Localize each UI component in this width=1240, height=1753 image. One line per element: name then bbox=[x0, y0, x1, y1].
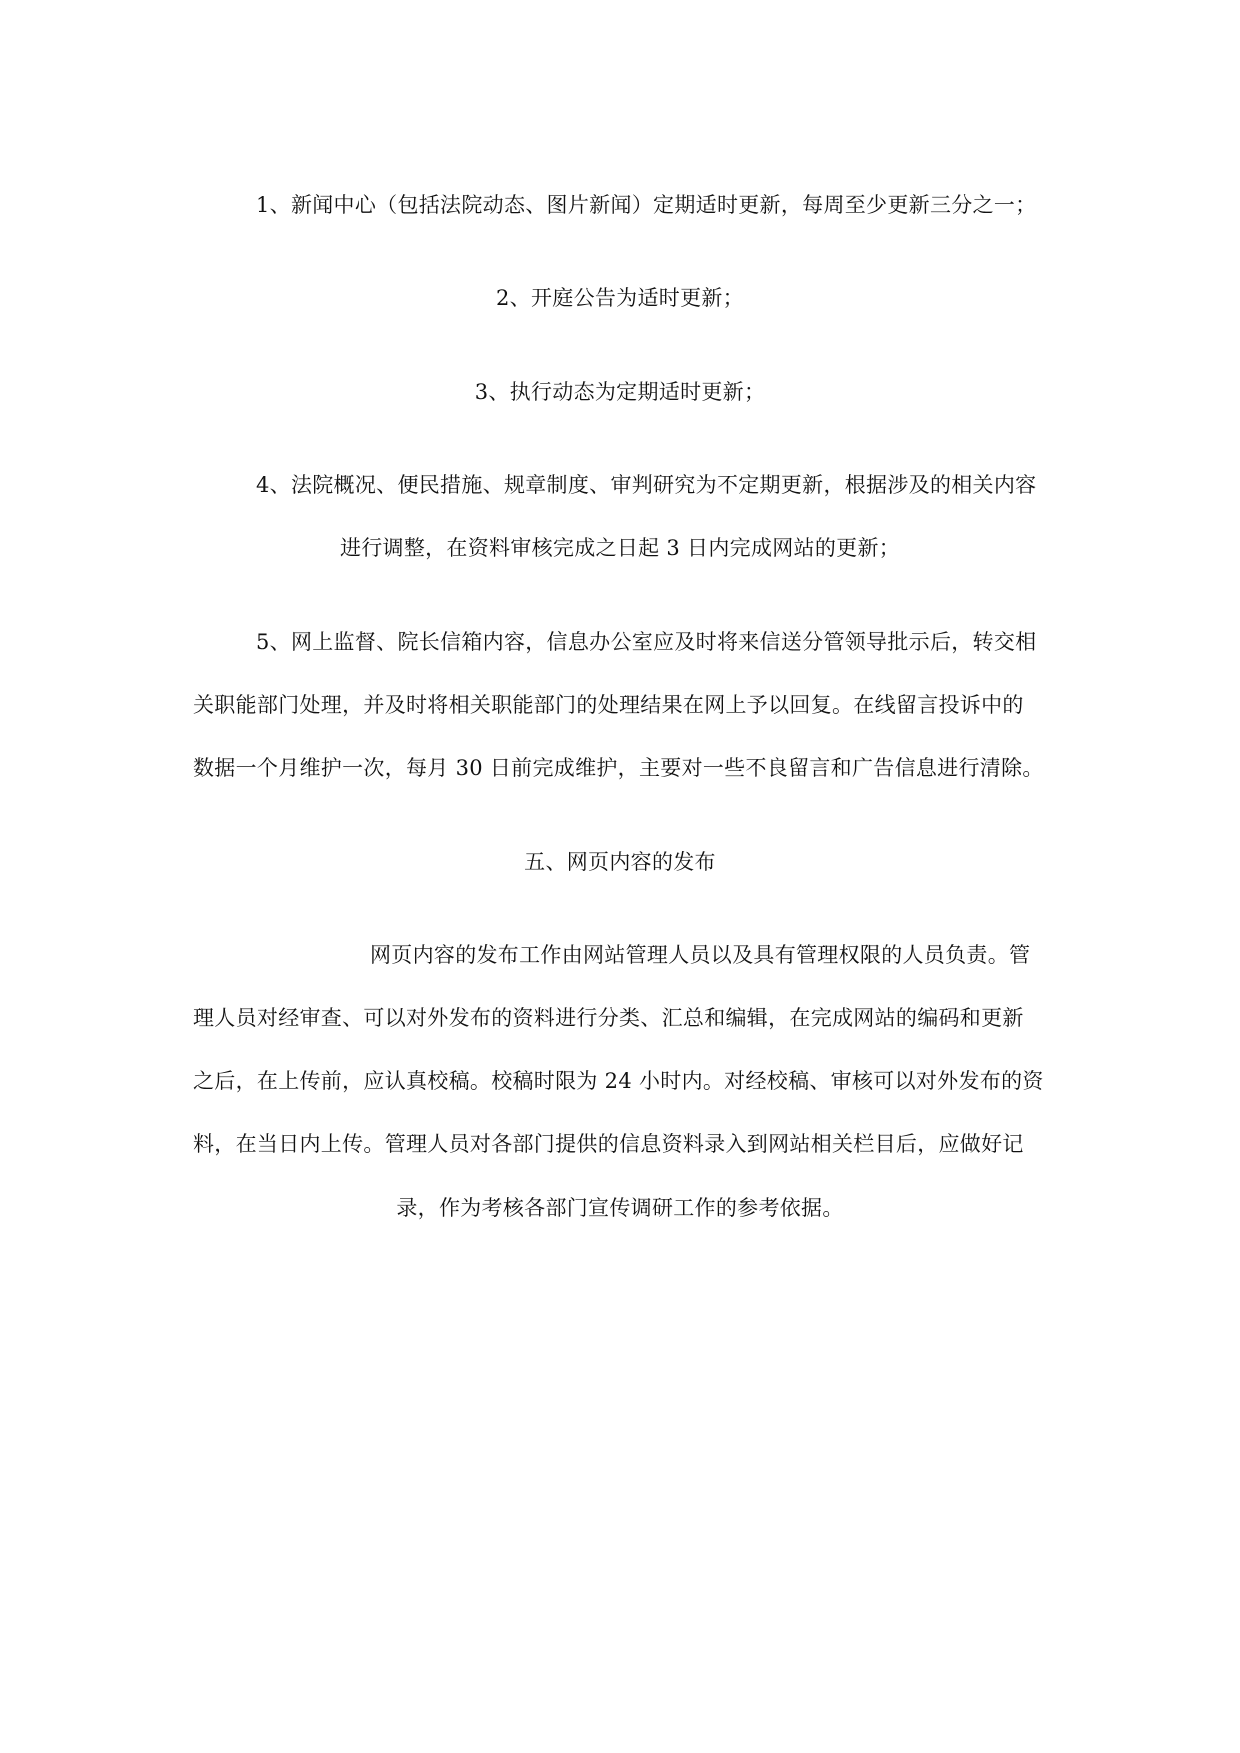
list-item-4-line-1: 4、法院概况、便民措施、规章制度、审判研究为不定期更新，根据涉及的相关内容 bbox=[256, 473, 1037, 497]
list-item-3: 3、执行动态为定期适时更新； bbox=[474, 380, 766, 404]
list-item-4-line-2: 进行调整，在资料审核完成之日起 3 日内完成网站的更新； bbox=[339, 536, 901, 560]
list-item-5-line-3: 数据一个月维护一次，每月 30 日前完成维护，主要对一些不良留言和广告信息进行清除。 bbox=[193, 756, 1044, 780]
list-item-5-line-1: 5、网上监督、院长信箱内容，信息办公室应及时将来信送分管领导批示后，转交相 bbox=[256, 630, 1037, 654]
list-item-1: 1、新闻中心（包括法院动态、图片新闻）定期适时更新，每周至少更新三分之一； bbox=[256, 193, 1037, 217]
paragraph-line-5: 录，作为考核各部门宣传调研工作的参考依据。 bbox=[396, 1196, 844, 1220]
paragraph-line-4: 料，在当日内上传。管理人员对各部门提供的信息资料录入到网站相关栏目后，应做好记 bbox=[193, 1132, 1024, 1156]
section-title: 五、网页内容的发布 bbox=[524, 850, 716, 874]
paragraph-line-3: 之后，在上传前，应认真校稿。校稿时限为 24 小时内。对经校稿、审核可以对外发布的资 bbox=[193, 1069, 1044, 1093]
paragraph-line-1: 网页内容的发布工作由网站管理人员以及具有管理权限的人员负责。管 bbox=[370, 943, 1031, 967]
paragraph-line-2: 理人员对经审查、可以对外发布的资料进行分类、汇总和编辑，在完成网站的编码和更新 bbox=[193, 1006, 1024, 1030]
list-item-5-line-2: 关职能部门处理，并及时将相关职能部门的处理结果在网上予以回复。在线留言投诉中的 bbox=[193, 693, 1024, 717]
list-item-2: 2、开庭公告为适时更新； bbox=[496, 286, 744, 310]
